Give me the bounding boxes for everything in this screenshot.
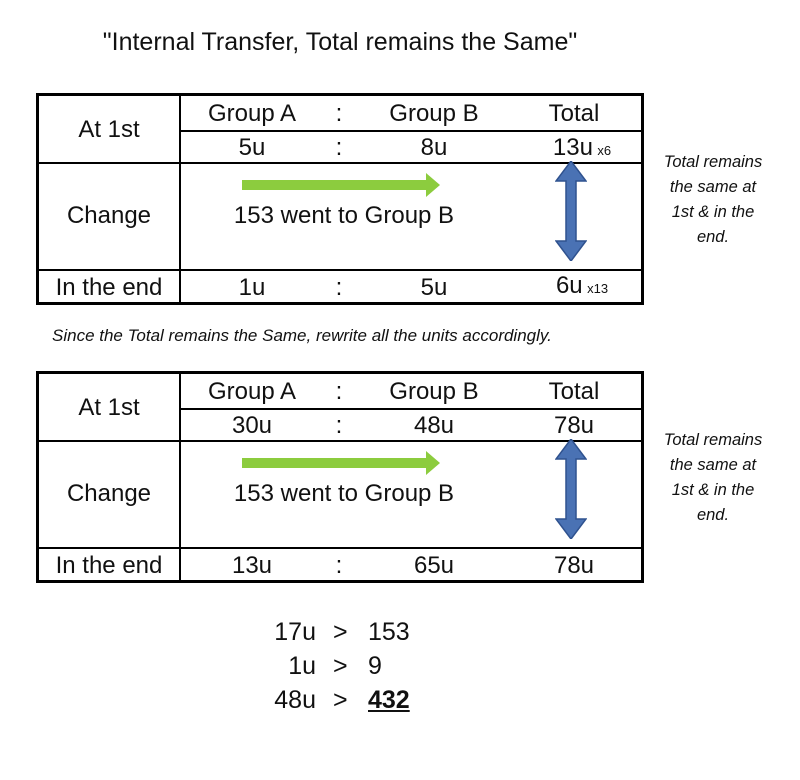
first-total-cell bbox=[527, 136, 637, 160]
calc-value: 9 bbox=[368, 652, 382, 680]
ratio-separator: : bbox=[335, 552, 343, 579]
header-separator: : bbox=[335, 378, 343, 405]
side-note-line: the same at bbox=[669, 178, 757, 196]
end-group-b-value: 5u bbox=[420, 274, 448, 301]
final-answer: 432 bbox=[368, 686, 410, 714]
row-label-in-the-end: In the end bbox=[55, 274, 163, 301]
row-label-at-first: At 1st bbox=[78, 116, 140, 143]
row-divider bbox=[39, 162, 641, 164]
transfer-arrow-icon bbox=[242, 451, 440, 475]
side-note-line: end. bbox=[696, 228, 730, 246]
calc-value: 153 bbox=[368, 618, 410, 646]
row-divider bbox=[39, 440, 641, 442]
end-total-value: 78u bbox=[553, 552, 595, 579]
maps-to-symbol: > bbox=[333, 652, 348, 680]
first-group-b-value: 8u bbox=[420, 134, 448, 161]
row-label-change: Change bbox=[66, 202, 152, 229]
first-group-a-value: 5u bbox=[238, 134, 266, 161]
transfer-arrow-icon bbox=[242, 173, 440, 197]
ratio-separator: : bbox=[335, 274, 343, 301]
side-note-line: the same at bbox=[669, 456, 757, 474]
row-divider bbox=[39, 547, 641, 549]
end-group-a-value: 13u bbox=[231, 552, 273, 579]
end-group-a-value: 1u bbox=[238, 274, 266, 301]
side-note-line: Total remains bbox=[663, 431, 763, 449]
row-divider bbox=[179, 130, 641, 132]
side-note-line: 1st & in the bbox=[671, 203, 755, 221]
first-group-a-value: 30u bbox=[231, 412, 273, 439]
calc-units: 17u bbox=[274, 618, 316, 646]
column-divider bbox=[179, 374, 181, 580]
header-group-b: Group B bbox=[389, 100, 479, 127]
end-group-b-value: 65u bbox=[413, 552, 455, 579]
change-description: 153 went to Group B bbox=[233, 202, 455, 229]
row-divider bbox=[179, 408, 641, 410]
side-note-1 bbox=[648, 150, 778, 250]
end-total-multiplier: x13 bbox=[587, 281, 609, 296]
ratio-separator: : bbox=[335, 134, 343, 161]
first-total-value: 13u bbox=[552, 134, 593, 161]
column-divider bbox=[179, 96, 181, 302]
header-group-a: Group A bbox=[207, 100, 297, 127]
row-label-in-the-end: In the end bbox=[55, 552, 163, 579]
first-total-multiplier: x6 bbox=[597, 143, 612, 158]
end-total-cell bbox=[527, 274, 637, 298]
row-label-at-first: At 1st bbox=[78, 394, 140, 421]
first-group-b-value: 48u bbox=[413, 412, 455, 439]
calc-units: 48u bbox=[274, 686, 316, 714]
side-note-line: end. bbox=[696, 506, 730, 524]
side-note-line: Total remains bbox=[663, 153, 763, 171]
header-group-a: Group A bbox=[207, 378, 297, 405]
header-group-b: Group B bbox=[389, 378, 479, 405]
header-total: Total bbox=[548, 378, 600, 405]
calc-units: 1u bbox=[288, 652, 316, 680]
header-total: Total bbox=[548, 100, 600, 127]
table-before-rewrite bbox=[36, 93, 644, 305]
end-total-value: 6u bbox=[555, 272, 583, 299]
row-divider bbox=[39, 269, 641, 271]
first-total-value: 78u bbox=[553, 412, 595, 439]
ratio-separator: : bbox=[335, 412, 343, 439]
maps-to-symbol: > bbox=[333, 686, 348, 714]
total-unchanged-arrow-icon bbox=[555, 439, 587, 539]
side-note-line: 1st & in the bbox=[671, 481, 755, 499]
maps-to-symbol: > bbox=[333, 618, 348, 646]
side-note-2 bbox=[648, 428, 778, 528]
row-label-change: Change bbox=[66, 480, 152, 507]
change-description: 153 went to Group B bbox=[233, 480, 455, 507]
total-unchanged-arrow-icon bbox=[555, 161, 587, 261]
rewrite-instruction: Since the Total remains the Same, rewrite all the units accordingly. bbox=[52, 326, 552, 345]
table-after-rewrite bbox=[36, 371, 644, 583]
page-title: "Internal Transfer, Total remains the Same" bbox=[102, 28, 578, 56]
header-separator: : bbox=[335, 100, 343, 127]
